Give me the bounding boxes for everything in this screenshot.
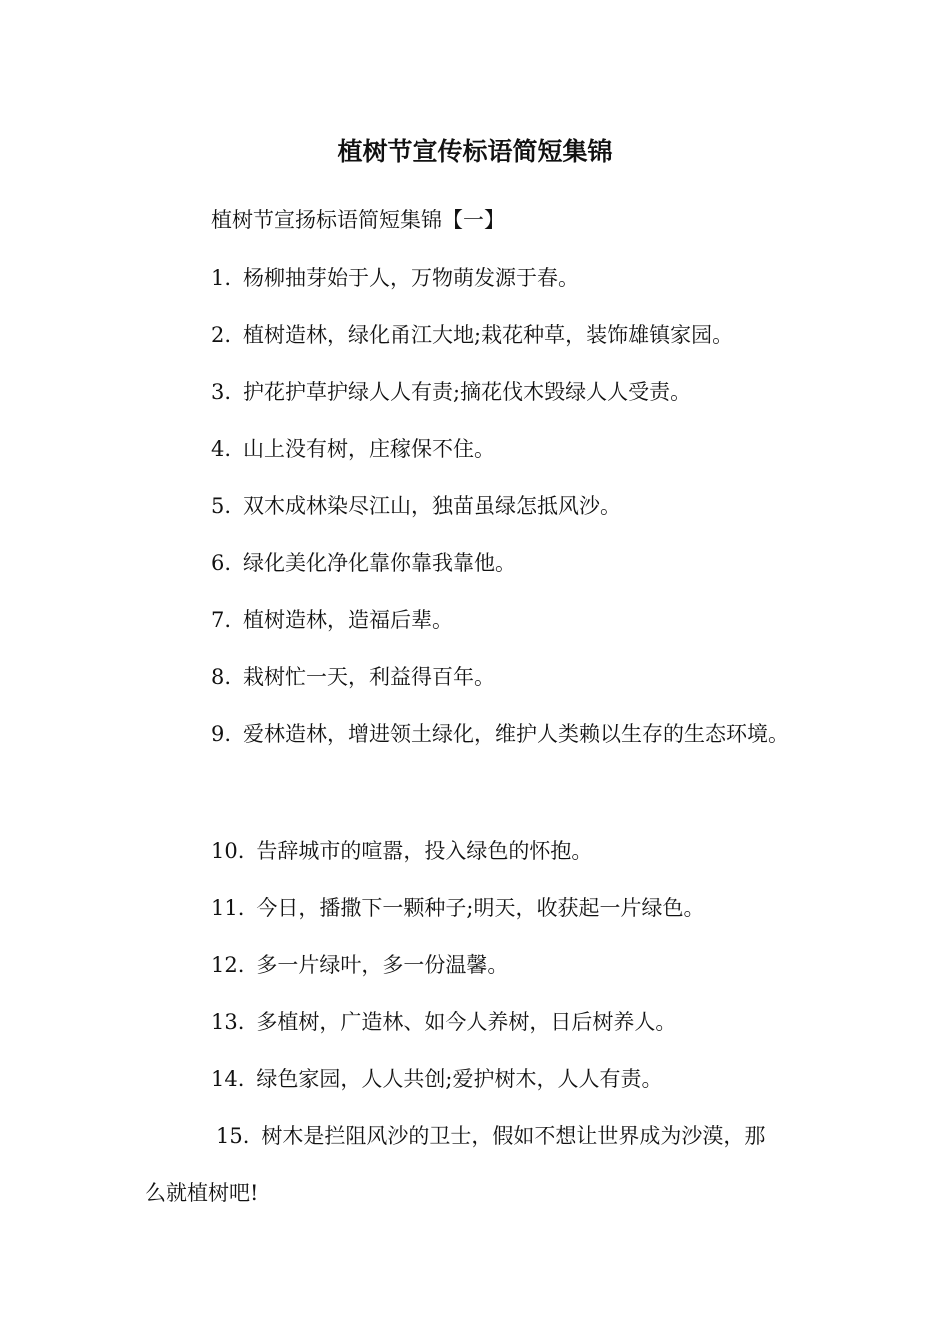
item-text: 今日，播撒下一颗种子;明天，收获起一片绿色。 xyxy=(256,896,705,920)
list-item xyxy=(211,605,453,635)
item-number: 13. xyxy=(211,1010,245,1034)
item-text: 告辞城市的喧嚣，投入绿色的怀抱。 xyxy=(256,839,593,863)
item-number: 10. xyxy=(211,839,245,863)
item-text: 植树造林，造福后辈。 xyxy=(243,608,454,632)
list-item xyxy=(211,491,621,521)
list-item xyxy=(211,377,691,407)
item-number: 14. xyxy=(211,1067,245,1091)
item-number: 11. xyxy=(211,896,245,920)
item-text: 双木成林染尽江山，独苗虽绿怎抵风沙。 xyxy=(243,494,622,518)
list-item xyxy=(211,263,579,293)
item-text: 多一片绿叶，多一份温馨。 xyxy=(256,953,509,977)
list-item xyxy=(211,1007,676,1037)
item-text: 多植树，广造林、如今人养树，日后树养人。 xyxy=(256,1010,677,1034)
item-text: 杨柳抽芽始于人，万物萌发源于春。 xyxy=(243,266,580,290)
item-text-continuation: 么就植树吧! xyxy=(145,1181,259,1205)
item-text: 栽树忙一天，利益得百年。 xyxy=(243,665,496,689)
list-item xyxy=(211,836,592,866)
page-title: 植树节宣传标语简短集锦 xyxy=(337,137,613,166)
section-subtitle: 植树节宣扬标语简短集锦【一】 xyxy=(211,208,505,232)
item-number: 15. xyxy=(216,1124,250,1148)
list-item xyxy=(211,719,789,749)
list-item xyxy=(211,548,516,578)
item-number: 4. xyxy=(211,437,232,461)
item-number: 9. xyxy=(211,722,232,746)
list-item xyxy=(211,662,495,692)
item-number: 5. xyxy=(211,494,232,518)
item-number: 12. xyxy=(211,953,245,977)
list-item xyxy=(211,434,495,464)
item-text: 植树造林，绿化甬江大地;栽花种草，装饰雄镇家园。 xyxy=(243,323,734,347)
list-item xyxy=(211,320,733,350)
item-text: 树木是拦阻风沙的卫士，假如不想让世界成为沙漠，那 xyxy=(261,1124,766,1148)
list-item xyxy=(211,950,508,980)
item-number: 1. xyxy=(211,266,232,290)
list-item xyxy=(216,1121,765,1151)
list-item xyxy=(211,1064,662,1094)
item-number: 2. xyxy=(211,323,232,347)
item-text: 绿化美化净化靠你靠我靠他。 xyxy=(243,551,517,575)
item-number: 8. xyxy=(211,665,232,689)
item-text: 绿色家园，人人共创;爱护树木，人人有责。 xyxy=(256,1067,663,1091)
item-number: 3. xyxy=(211,380,232,404)
item-text: 护花护草护绿人人有责;摘花伐木毁绿人人受责。 xyxy=(243,380,692,404)
item-text: 爱林造林，增进领土绿化，维护人类赖以生存的生态环境。 xyxy=(243,722,790,746)
item-text: 山上没有树，庄稼保不住。 xyxy=(243,437,496,461)
item-number: 7. xyxy=(211,608,232,632)
item-number: 6. xyxy=(211,551,232,575)
list-item xyxy=(211,893,704,923)
